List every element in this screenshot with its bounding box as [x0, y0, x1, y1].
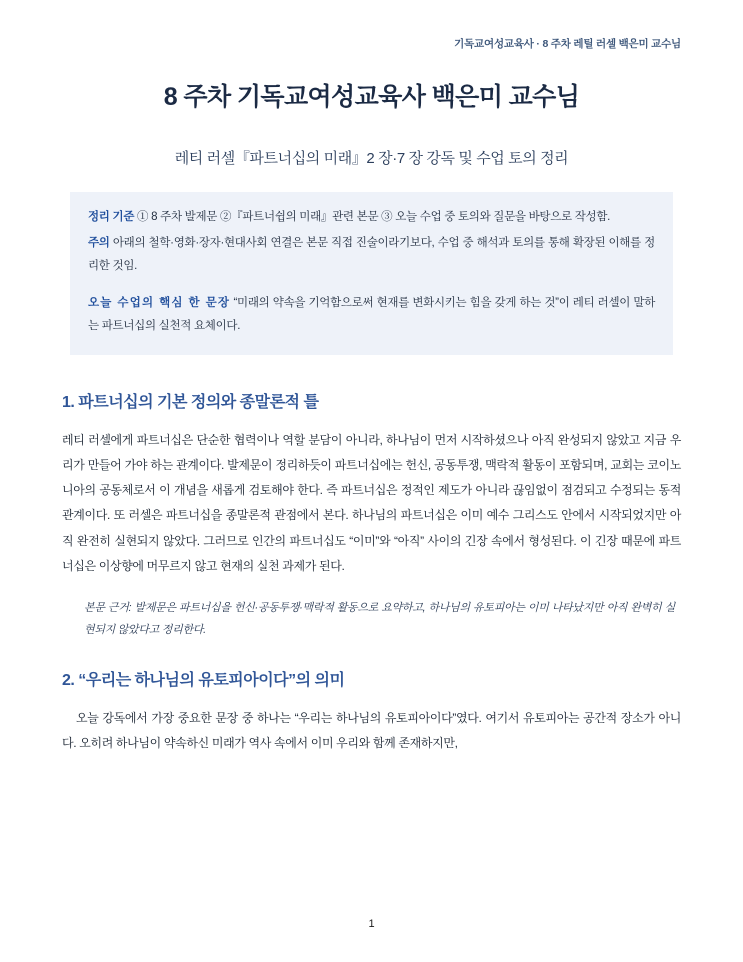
section-body-1: 레티 러셀에게 파트너십은 단순한 협력이나 역할 분담이 아니라, 하나님이 먼저 시작하셨으나 아직 완성되지 않았고 지금 우리가 만들어 가야 하는 관계이다. 발제문이 정리하듯이 파트너십에는 헌신, 공동투쟁, 맥락적 활동이 포함되며, 교회는 코이노니아의 공동체로서 이 개념을 새롭게 검토해야 한다. 즉 파트너십은 정적인 제도가 아니라 끊임없이 점검되고 수정되는 동적 관계이다. 또 러셀은 파트너십을 종말론적 관점에서 본다. 하나님의 파트너십은 이미 예수 그리스도 안에서 시작되었지만 아직 완전히 실현되지 않았다. 그러므로 인간의 파트너십도 “이미”와 “아직” 사이의 긴장 속에서 형성된다. 이 긴장 때문에 파트너십은 이상향에 머무르지 않고 현재의 실천 과제가 된다. — [62, 432, 681, 573]
summary-callout — [70, 192, 673, 355]
page-title: 8 주차 기독교여성교육사 백은미 교수님 — [163, 83, 580, 111]
callout-text-caution: 아래의 철학·영화·장자·현대사회 연결은 본문 직접 진술이라기보다, 수업 중 해석과 토의를 통해 확장된 이해를 정리한 것임. — [88, 236, 655, 273]
callout-text-criteria: ① 8 주차 발제문 ②『파트너쉽의 미래』관련 본문 ③ 오늘 수업 중 토의와 질문을 바탕으로 작성함. — [137, 211, 611, 223]
section-note-1: 본문 근거: 발제문은 파트너십을 헌신·공동투쟁·맥락적 활동으로 요약하고, 하나님의 유토피아는 이미 나타났지만 아직 완벽히 실현되지 않았다고 정리한다. — [84, 601, 675, 636]
document-subtitle: 레티 러셀『파트너십의 미래』2 장·7 장 강독 및 수업 토의 정리 — [174, 150, 569, 167]
section-2 — [62, 667, 681, 756]
callout-label-criteria: 정리 기준 — [88, 211, 135, 223]
callout-line-3 — [88, 292, 655, 339]
callout-label-keysentence: 오늘 수업의 핵심 한 문장 — [88, 296, 231, 309]
callout-spacer — [88, 279, 655, 292]
section-heading-1: 1. 파트너십의 기본 정의와 종말론적 틀 — [62, 393, 319, 411]
callout-line-2 — [88, 232, 655, 279]
running-head: 기독교여성교육사 · 8 주차 레틸 러셀 백은미 교수님 — [454, 38, 681, 50]
section-heading-2: 2. “우리는 하나님의 유토피아이다”의 의미 — [62, 671, 345, 689]
section-body-2: 오늘 강독에서 가장 중요한 문장 중 하나는 “우리는 하나님의 유토피아이다”였다. 여기서 유토피아는 공간적 장소가 아니다. 오히려 하나님이 약속하신 미래가 역사 속에서 이미 우리와 함께 존재하지만, — [62, 710, 681, 751]
callout-label-caution: 주의 — [88, 236, 110, 249]
callout-line-1 — [88, 206, 655, 230]
callout-text-keysentence: “미래의 약속을 기억함으로써 현재를 변화시키는 힘을 갖게 하는 것”이 레티 러셀이 말하는 파트너십의 실천적 요체이다. — [88, 296, 656, 333]
page-number: 1 — [368, 918, 375, 930]
